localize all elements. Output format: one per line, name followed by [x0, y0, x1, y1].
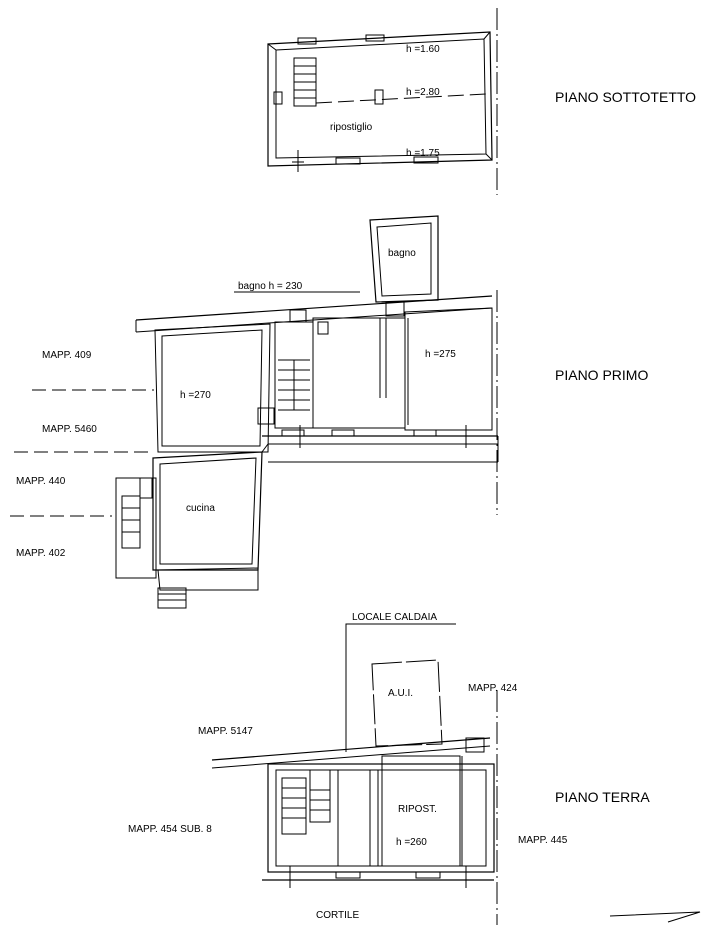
parcel-440: MAPP. 440	[16, 476, 66, 487]
courtyard-label: CORTILE	[316, 910, 360, 921]
parcel-424: MAPP. 424	[468, 683, 518, 694]
bathroom-label: bagno	[388, 248, 416, 259]
first-floor-plan	[10, 216, 498, 608]
attic-room-label: ripostiglio	[330, 122, 373, 133]
ground-floor-plan	[212, 624, 700, 922]
left-room-height: h =270	[180, 390, 211, 401]
aui-label: A.U.I.	[388, 688, 414, 699]
boiler-room-label: LOCALE CALDAIA	[352, 612, 438, 623]
parcel-454-sub8: MAPP. 454 SUB. 8	[128, 824, 212, 835]
attic-floor-title: PIANO SOTTOTETTO	[555, 89, 697, 105]
parcel-5147: MAPP. 5147	[198, 726, 253, 737]
attic-height-1: h =1.60	[406, 44, 440, 55]
ground-floor-title: PIANO TERRA	[555, 789, 650, 805]
parcel-5460: MAPP. 5460	[42, 424, 97, 435]
attic-plan	[268, 32, 492, 172]
attic-height-2: h =2.80	[406, 87, 440, 98]
bathroom-height-label: bagno h = 230	[238, 281, 303, 292]
first-floor-title: PIANO PRIMO	[555, 367, 649, 383]
kitchen-label: cucina	[186, 503, 215, 514]
parcel-445: MAPP. 445	[518, 835, 568, 846]
storage-label: RIPOST.	[398, 804, 437, 815]
ground-height-label: h =260	[396, 837, 427, 848]
parcel-409: MAPP. 409	[42, 350, 92, 361]
attic-height-3: h =1.75	[406, 148, 440, 159]
parcel-402: MAPP. 402	[16, 548, 66, 559]
right-room-height: h =275	[425, 349, 456, 360]
